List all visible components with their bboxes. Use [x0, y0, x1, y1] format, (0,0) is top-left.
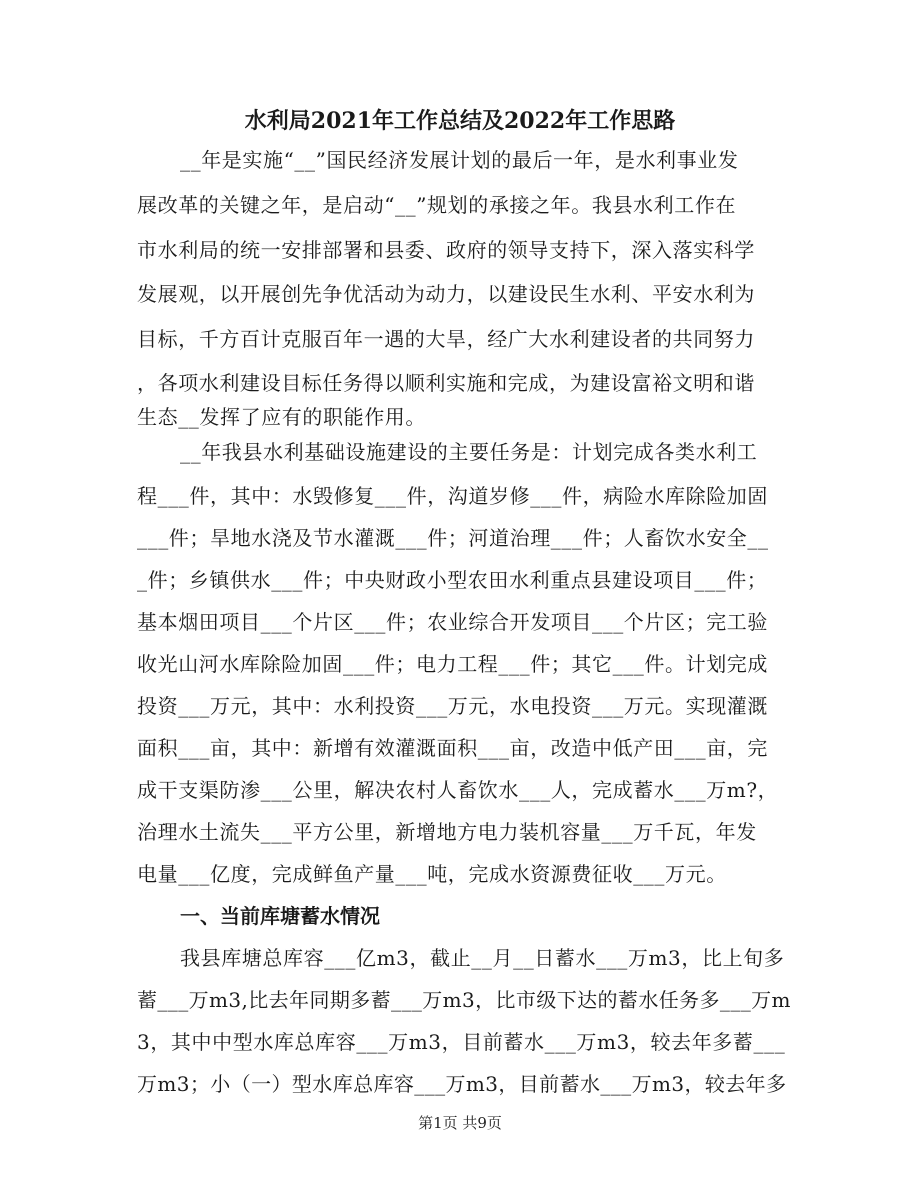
paragraph-line: 电量___亿度，完成鲜鱼产量___吨，完成水资源费征收___万元。	[137, 862, 727, 886]
section-heading: 一、当前库塘蓄水情况	[180, 904, 380, 928]
paragraph-line: 基本烟田项目___个片区___件；农业综合开发项目___个片区；完工验	[137, 610, 768, 634]
paragraph-line: 程___件，其中：水毁修复___件，沟道岁修___件，病险水库除险加固	[137, 484, 768, 508]
paragraph-line: __年是实施“__”国民经济发展计划的最后一年，是水利事业发	[180, 148, 739, 172]
paragraph-line: 面积___亩，其中：新增有效灌溉面积___亩，改造中低产田___亩，完	[137, 736, 768, 760]
paragraph-line: 成干支渠防渗___公里，解决农村人畜饮水___人，完成蓄水___万m?，	[137, 778, 779, 802]
paragraph-line: 治理水土流失___平方公里，新增地方电力装机容量___万千瓦，年发	[137, 820, 757, 844]
paragraph-line: 万m3；小（一）型水库总库容___万m3，目前蓄水___万m3，较去年多	[137, 1072, 787, 1096]
paragraph-line: ，各项水利建设目标任务得以顺利实施和完成，为建设富裕文明和谐	[137, 371, 755, 395]
page-number-footer: 第1页 共9页	[418, 1114, 502, 1132]
paragraph-line: _件；乡镇供水___件；中央财政小型农田水利重点县建设项目___件；	[137, 568, 768, 592]
paragraph-line: 目标，千方百计克服百年一遇的大旱，经广大水利建设者的共同努力	[137, 327, 755, 351]
paragraph-line: 我县库塘总库容___亿m3，截止__月__日蓄水___万m3，比上旬多	[180, 946, 785, 970]
paragraph-line: ___件；旱地水浇及节水灌溉___件；河道治理___件；人畜饮水安全__	[137, 526, 769, 550]
paragraph-line: 发展观，以开展创先争优活动为动力，以建设民生水利、平安水利为	[137, 282, 755, 306]
paragraph-line: __年我县水利基础设施建设的主要任务是：计划完成各类水利工	[180, 440, 758, 464]
paragraph-line: 市水利局的统一安排部署和县委、政府的领导支持下，深入落实科学	[137, 238, 755, 262]
paragraph-line: 收光山河水库除险加固___件；电力工程___件；其它___件。计划完成	[137, 652, 768, 676]
paragraph-line: 展改革的关键之年，是启动“__”规划的承接之年。我县水利工作在	[137, 193, 737, 217]
paragraph-line: 投资___万元，其中：水利投资___万元，水电投资___万元。实现灌溉	[137, 694, 768, 718]
document-title: 水利局2021年工作总结及2022年工作思路	[244, 108, 676, 134]
paragraph-line: 3，其中中型水库总库容___万m3，目前蓄水___万m3，较去年多蓄___	[137, 1030, 786, 1054]
paragraph-line: 生态__发挥了应有的职能作用。	[137, 405, 426, 429]
paragraph-line: 蓄___万m3,比去年同期多蓄___万m3，比市级下达的蓄水任务多___万m	[137, 988, 791, 1012]
